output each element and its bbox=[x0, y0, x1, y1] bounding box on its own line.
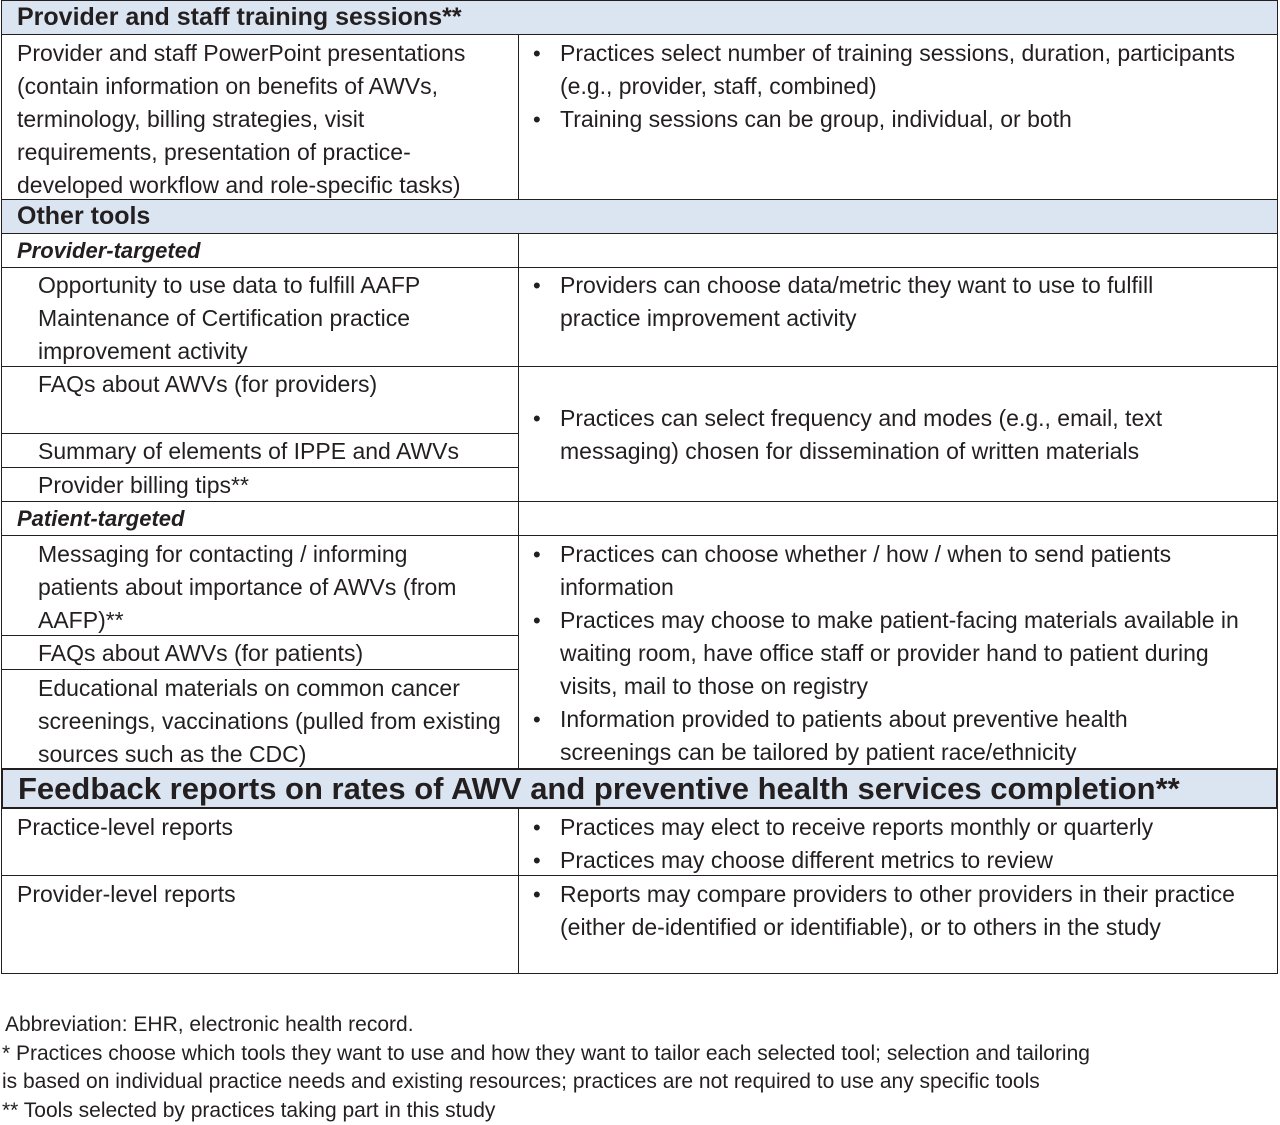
patient-row-educational: Educational materials on common cancer screenings, vaccinations (pulled from existing sources such as the CDC) bbox=[1, 669, 519, 769]
patient-rows-right bbox=[518, 535, 1278, 769]
bullet-item: • Practices can select frequency and modes (e.g., email, text messaging) chosen for dissemination of written materials bbox=[519, 402, 1237, 468]
bullet-item: • Practices may choose different metrics to review bbox=[519, 844, 1277, 877]
patient-row-messaging: Messaging for contacting / informing patients about importance of AWVs (from AAFP)** bbox=[1, 535, 519, 636]
training-left-cell bbox=[1, 34, 519, 200]
bullet-item: • Practices can choose whether / how / when to send patients information bbox=[519, 538, 1263, 604]
training-left-line: developed workflow and role-specific tasks) bbox=[17, 172, 461, 198]
provider-row-billing: Provider billing tips** bbox=[1, 467, 519, 502]
feedback-row-provider-right bbox=[518, 875, 1278, 974]
section-header-training: Provider and staff training sessions** bbox=[1, 0, 1278, 35]
bullet-item: • Reports may compare providers to other providers in their practice (either de-identified or identifiable), or to others in the study bbox=[519, 878, 1247, 944]
training-left-line: requirements, presentation of practice- bbox=[17, 139, 411, 165]
provider-row-summary: Summary of elements of IPPE and AWVs bbox=[1, 433, 519, 468]
training-left-line: Provider and staff PowerPoint presentations bbox=[17, 40, 466, 66]
subheader-patient-right bbox=[518, 501, 1278, 536]
subheader-patient-targeted: Patient-targeted bbox=[1, 501, 519, 536]
bullet-item: • Providers can choose data/metric they want to use to fulfill practice improvement activity bbox=[519, 269, 1237, 335]
provider-rows-right bbox=[518, 366, 1278, 502]
training-left-line: terminology, billing strategies, visit bbox=[17, 106, 365, 132]
provider-row-faqs: FAQs about AWVs (for providers) bbox=[1, 366, 519, 434]
training-left-line: (contain information on benefits of AWVs, bbox=[17, 73, 439, 99]
footnotes bbox=[0, 1011, 1280, 1125]
bullet-item: • Training sessions can be group, individual, or both bbox=[519, 103, 1263, 136]
bullet-item: • Practices may elect to receive reports monthly or quarterly bbox=[519, 811, 1277, 844]
footnote-abbreviation: Abbreviation: EHR, electronic health record. bbox=[5, 1013, 414, 1036]
bullet-item: • Practices select number of training sessions, duration, participants (e.g., provider, staff, combined) bbox=[519, 37, 1263, 103]
provider-row-opportunity-right bbox=[518, 267, 1278, 367]
feedback-row-practice: Practice-level reports bbox=[1, 808, 519, 876]
subheader-provider-right bbox=[518, 233, 1278, 268]
patient-row-faqs: FAQs about AWVs (for patients) bbox=[1, 635, 519, 670]
bullet-item: • Information provided to patients about preventive health screenings can be tailored by patient race/ethnicity bbox=[519, 703, 1263, 769]
feedback-row-provider: Provider-level reports bbox=[1, 875, 519, 974]
footnote-star-1-cont: is based on individual practice needs and existing resources; practices are not required to use any specific tools bbox=[2, 1070, 1040, 1093]
section-header-other-tools: Other tools bbox=[1, 199, 1278, 234]
subheader-provider-targeted: Provider-targeted bbox=[1, 233, 519, 268]
footnote-star-1: * Practices choose which tools they want to use and how they want to tailor each selected tool; selection and tailoring bbox=[2, 1041, 1090, 1065]
feedback-row-practice-right bbox=[518, 808, 1278, 876]
provider-row-opportunity: Opportunity to use data to fulfill AAFP Maintenance of Certification practice improvement activity bbox=[1, 267, 519, 367]
bullet-item: • Practices may choose to make patient-facing materials available in waiting room, have office staff or provider hand to patient during visits, mail to those on registry bbox=[519, 604, 1263, 703]
section-header-feedback: Feedback reports on rates of AWV and preventive health services completion** bbox=[1, 768, 1278, 809]
training-right-cell bbox=[518, 34, 1278, 200]
footnote-star-2: ** Tools selected by practices taking part in this study bbox=[2, 1098, 496, 1122]
